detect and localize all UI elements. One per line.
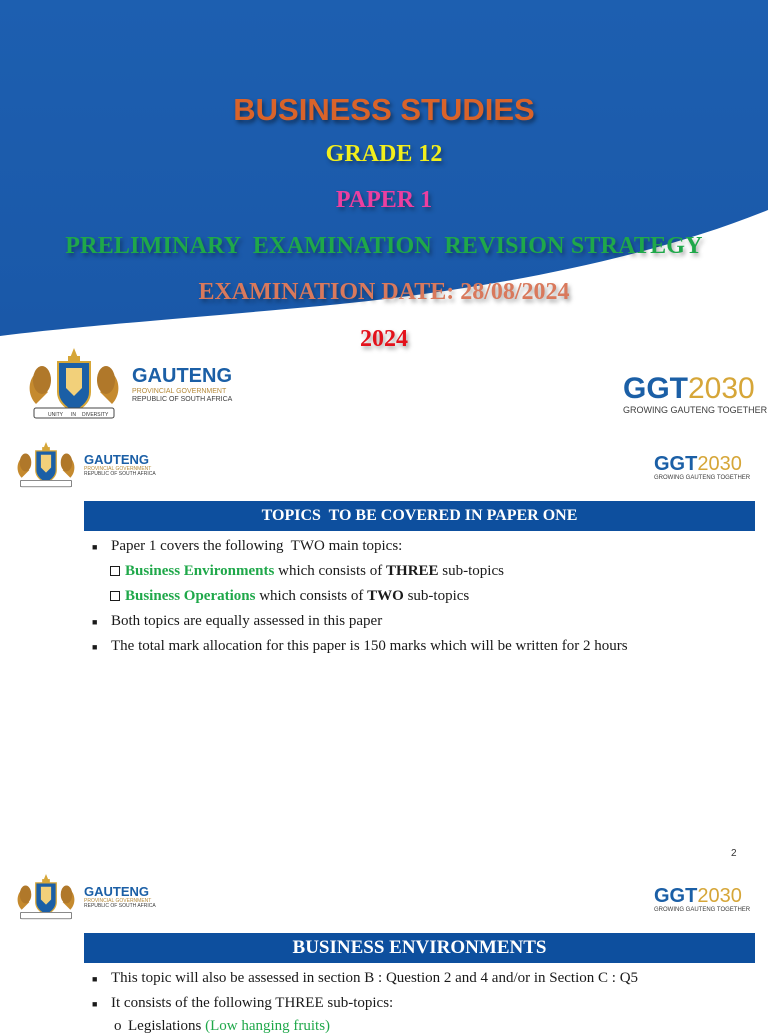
- list-item: [114, 1018, 330, 1035]
- ggt-tagline: GROWING GAUTENG TOGETHER: [654, 907, 751, 913]
- gauteng-subtitle-2: REPUBLIC OF SOUTH AFRICA: [84, 471, 156, 477]
- crest-motto-right: DIVERSITY: [82, 412, 109, 418]
- bullet-text: It consists of the following THREE sub-topics:: [111, 995, 394, 1011]
- year-label: 2024: [360, 326, 408, 352]
- topic-desc: which consists of: [274, 563, 387, 579]
- ggt-year: 2030: [697, 885, 742, 907]
- bullet-text: Both topics are equally assessed in this paper: [111, 613, 383, 629]
- exam-date: EXAMINATION DATE: 28/08/2024: [198, 279, 570, 305]
- topic-desc: which consists of: [255, 588, 368, 604]
- topic-name: Business Operations: [125, 588, 256, 604]
- checkbox-bullet-icon: [110, 566, 120, 576]
- title-slide: [0, 0, 768, 432]
- gauteng-subtitle-2: REPUBLIC OF SOUTH AFRICA: [84, 903, 156, 909]
- bullet-icon: ■: [92, 998, 98, 1009]
- topic-count: THREE: [386, 563, 439, 579]
- gauteng-subtitle-2: REPUBLIC OF SOUTH AFRICA: [132, 395, 233, 403]
- topics-heading: TOPICS TO BE COVERED IN PAPER ONE: [84, 501, 755, 531]
- list-item: [92, 995, 393, 1012]
- coat-of-arms-icon: [14, 872, 78, 922]
- grade-label: GRADE 12: [325, 141, 443, 167]
- list-item: [92, 638, 628, 655]
- list-item: [92, 538, 402, 555]
- list-item: [92, 970, 638, 987]
- gauteng-subtitle-1: PROVINCIAL GOVERNMENT: [84, 466, 152, 472]
- bullet-text: Paper 1 covers the following TWO main topics:: [111, 538, 403, 554]
- bullet-icon: ■: [92, 973, 98, 984]
- list-item: [110, 563, 504, 580]
- subtopic-text: Legislations: [128, 1018, 202, 1034]
- ggt2030-logo: [623, 374, 767, 415]
- topic-desc-end: sub-topics: [403, 588, 470, 604]
- subject-title: BUSINESS STUDIES: [233, 92, 535, 127]
- bullet-icon: ■: [92, 616, 98, 627]
- ggt-text: GGT: [654, 453, 698, 475]
- subtopic-note: (Low hanging fruits): [205, 1018, 331, 1034]
- gauteng-subtitle-1: PROVINCIAL GOVERNMENT: [84, 898, 152, 904]
- bullet-text: This topic will also be assessed in section B : Question 2 and 4 and/or in Section C : Q5: [111, 970, 639, 986]
- bullet-text: The total mark allocation for this paper is 150 marks which will be written for 2 hours: [111, 638, 628, 654]
- bullet-icon: ■: [92, 541, 98, 552]
- topic-count: TWO: [367, 588, 404, 604]
- gauteng-logo: [24, 346, 232, 422]
- crest-motto-mid: IN: [71, 412, 76, 418]
- ggt2030-logo-small: [654, 454, 750, 481]
- ggt-tagline: GROWING GAUTENG TOGETHER: [623, 405, 768, 415]
- strategy-title: PRELIMINARY EXAMINATION REVISION STRATEGY: [65, 233, 703, 259]
- gauteng-logo-small: [14, 872, 156, 922]
- topics-slide: [0, 432, 768, 864]
- coat-of-arms-icon: [14, 440, 78, 490]
- topic-desc-end: sub-topics: [438, 563, 504, 579]
- business-environments-heading: BUSINESS ENVIRONMENTS: [84, 933, 755, 963]
- topic-name: Business Environments: [125, 563, 275, 579]
- checkbox-bullet-icon: [110, 591, 120, 601]
- business-environments-slide: [0, 864, 768, 1034]
- ggt-year: 2030: [697, 453, 742, 475]
- page-number: 2: [731, 848, 737, 859]
- list-item: [110, 588, 469, 605]
- gauteng-logo-small: [14, 440, 156, 490]
- crest-motto-left: UNITY: [48, 412, 63, 418]
- bullet-icon: ■: [92, 641, 98, 652]
- gauteng-title: GAUTENG: [132, 364, 232, 387]
- circle-bullet-icon: o: [114, 1018, 122, 1034]
- gauteng-title: GAUTENG: [84, 884, 149, 899]
- coat-of-arms-icon: [24, 346, 124, 422]
- ggt2030-logo-small: [654, 886, 750, 913]
- paper-label: PAPER 1: [335, 187, 433, 213]
- ggt-text: GGT: [654, 885, 698, 907]
- gauteng-title: GAUTENG: [84, 452, 149, 467]
- ggt-year: 2030: [688, 372, 755, 405]
- ggt-text: GGT: [623, 372, 688, 405]
- list-item: [92, 613, 382, 630]
- gauteng-subtitle-1: PROVINCIAL GOVERNMENT: [132, 387, 227, 395]
- ggt-tagline: GROWING GAUTENG TOGETHER: [654, 475, 751, 481]
